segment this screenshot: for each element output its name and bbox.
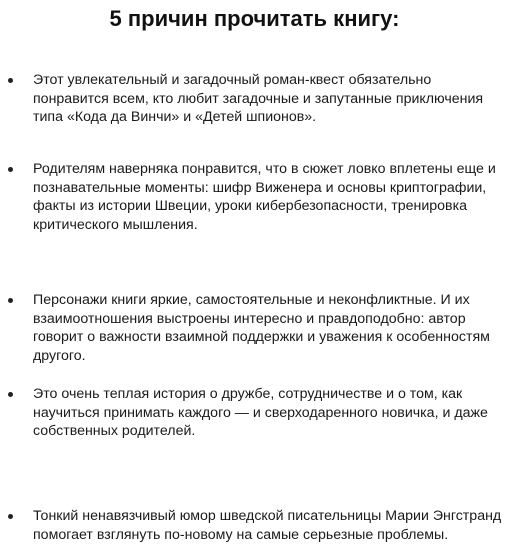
list-item-text: Персонажи книги яркие, самостоятельные и неконфликтные. И их взаимоотношения выстроены интересно и правдоподобно: автор говорит о важности взаимной поддержки и уважения к особенностям другого. — [33, 292, 490, 364]
bullet-icon — [8, 514, 13, 519]
bullet-icon — [8, 298, 13, 303]
list-item-text: Это очень теплая история о дружбе, сотрудничестве и о том, как научиться принимать каждого — и сверходаренного новичка, и даже собственных родителей. — [33, 386, 488, 439]
list-item-text: Этот увлекательный и загадочный роман-квест обязательно понравится всем, кто любит загадочные и запутанные приключения типа «Кода да Винчи» и «Детей шпионов». — [33, 72, 484, 125]
list-item-text: Родителям наверняка понравится, что в сюжет ловко вплетены еще и познавательные моменты: шифр Виженера и основы криптографии, факты из истории Швеции, уроки кибербезопасности, тренировка критического мышления. — [33, 161, 496, 233]
bullet-icon — [8, 392, 13, 397]
page-title: 5 причин прочитать книгу: — [109, 6, 400, 31]
bullet-icon — [8, 78, 13, 83]
list-item-text: Тонкий ненавязчивый юмор шведской писательницы Марии Энгстранд помогает взглянуть по-новому на самые серьезные проблемы. — [33, 508, 502, 543]
bullet-icon — [8, 167, 13, 172]
